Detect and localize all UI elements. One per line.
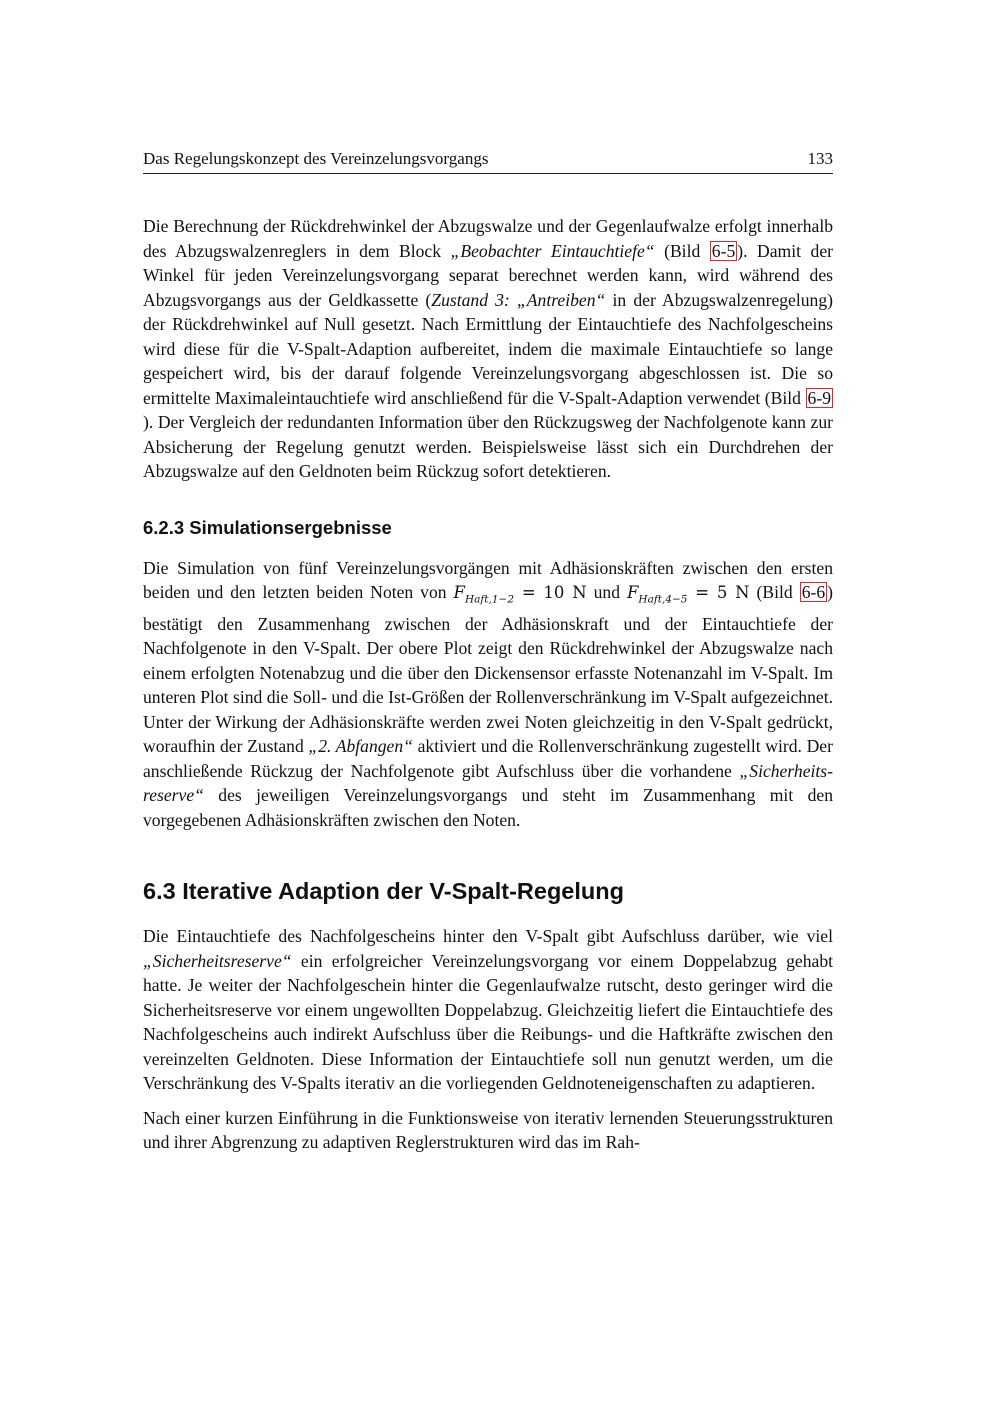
chapter-title: Das Regelungskonzept des Vereinzelungsvorgangs [143,149,489,168]
state-name: Zustand 3: „Antreiben“ [431,289,606,310]
formula-f-haft-4-5: $F_{Haft,4-5} = 5$ N [626,583,750,606]
paragraph-simulation: Die Simulation von fünf Vereinzelungsvorgängen mit Adhäsionskräften zwischen den ersten beiden und den letzten beiden Noten von $F_{Haft,1-2} = 10$ N und $F_{Haft,4-5} = 5$ N (Bild 6-6 ) bestätigt den Zusammenhang zwischen der Adhäsionskraft und der Eintauchtiefe der Nachfolgenote in den V-Spalt. Der obere Plot zeigt den Rückdrehwinkel der Abzugswalze nach einem erfolgten Notenabzug und die über den Dickensensor erfasste Notenanzahl im V-Spalt. Im unteren Plot sind die Soll- und die Ist-Größen der Rollenverschränkung im V-Spalt aufgezeichnet. Unter der Wirkung der Adhäsionskräfte werden zwei Noten gleichzeitig in den V-Spalt gedrückt, woraufhin der Zustand „2. Abfangen“ aktiviert und die Rollenverschränkung zugestellt wird. Der anschließende Rückzug der Nachfolgenote gibt Aufschluss über die vorhandene „Sicherheitsreserve“ des jeweiligen Vereinzelungsvorgangs und steht im Zusammenhang mit den vorgegebenen Adhäsionskräften zwischen den Noten. [143,557,833,830]
section-heading-6-3: 6.3 Iterative Adaption der V-Spalt-Regelung [143,878,624,905]
page-number: 133 [807,149,833,168]
paragraph-eintauchtiefe: Die Eintauchtiefe des Nachfolgescheins hinter den V-Spalt gibt Aufschluss darüber, wie viel „Sicherheitsreserve“ ein erfolgreicher Vereinzelungsvorgang vor einem Doppelabzug gehabt hatte. Je weiter der Nachfolgeschein hinter die Gegenlaufwalze rutscht, desto geringer wird die Sicherheitsreserve vor einem ungewollten Doppelabzug. Gleichzeitig liefert die Eintauchtiefe des Nachfolgescheins auch indirekt Aufschluss über die Reibungs- und die Haftkräfte zwischen den vereinzelten Geldnoten. Diese Information der Eintauchtiefe soll nun genutzt werden, um die Verschränkung des V-Spalts iterativ an die vorliegenden Geldnoteneigenschaften zu adaptieren. [143,926,833,1094]
term-sicherheitsreserve-2: „Sicherheitsreserve“ [143,950,292,971]
figure-link-6-6[interactable]: 6-6 [801,582,826,602]
term-sicherheitsreserve: „Sicherheitsreserve“ [143,760,833,806]
figure-link-6-9[interactable]: 6-9 [807,387,831,408]
running-header [143,148,833,174]
paragraph-beobachter: Die Berechnung der Rückdrehwinkel der Abzugswalze und der Gegenlaufwalze erfolgt innerhalb des Abzugswalzenreglers in dem Block „Beobachter Eintauchtiefe“ (Bild 6-5 ). Damit der Winkel für jeden Vereinzelungsvorgang separat berechnet werden kann, wird während des Abzugsvorgangs aus der Geldkassette (Zustand 3: „Antreiben“ in der Abzugswalzenregelung) der Rückdrehwinkel auf Null gesetzt. Nach Ermittlung der Eintauchtiefe des Nachfolgescheins wird diese für die V-Spalt-Adaption aufbereitet, indem die maximale Eintauchtiefe so lange gespeichert wird, bis der darauf folgende Vereinzelungsvorgang abgeschlossen ist. Die so ermittelte Maximaleintauchtiefe wird anschließend für die V-Spalt-Adaption verwendet (Bild 6-9). Der Vergleich der redundanten Information über den Rückzugsweg der Nachfolgenote kann zur Absicherung der Regelung genutzt werden. Beispielsweise lässt sich ein Durchdrehen der Abzugswalze auf den Geldnoten beim Rückzug sofort detektieren. [143,216,834,481]
formula-f-haft-1-2: $F_{Haft,1-2} = 10$ N [453,583,587,606]
paragraph-einfuehrung: Nach einer kurzen Einführung in die Funktionsweise von iterativ lernenden Steuerungsstrukturen und ihrer Abgrenzung zu adaptiven Reglerstrukturen wird das im Rah- [143,1107,833,1153]
state-name-abfangen: „2. Abfangen“ [308,736,413,757]
block-name: „Beobachter Eintauchtiefe“ [450,240,655,261]
page [143,148,833,1155]
figure-link-6-5[interactable]: 6-5 [711,240,736,261]
section-heading-6-2-3: 6.2.3 Simulationsergebnisse [143,516,392,538]
